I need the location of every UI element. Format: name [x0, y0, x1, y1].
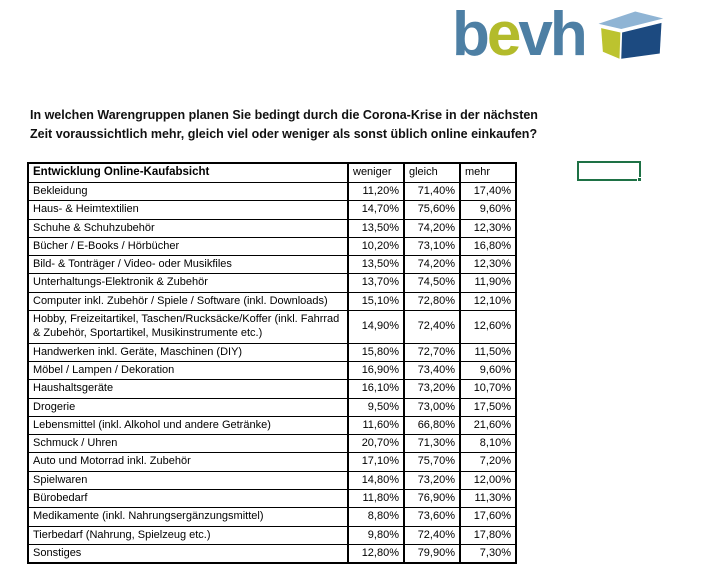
mehr-value-cell: 9,60% — [460, 361, 516, 379]
bevh-box-icon — [595, 8, 665, 69]
category-cell: Handwerken inkl. Geräte, Maschinen (DIY) — [28, 343, 348, 361]
gleich-value-cell: 73,00% — [404, 398, 460, 416]
gleich-value-cell: 73,40% — [404, 361, 460, 379]
mehr-value-cell: 16,80% — [460, 237, 516, 255]
gleich-value-cell: 73,10% — [404, 237, 460, 255]
mehr-value-cell: 12,60% — [460, 311, 516, 344]
category-cell: Bild- & Tonträger / Video- oder Musikfiles — [28, 256, 348, 274]
table-row — [28, 453, 516, 471]
weniger-value-cell: 9,80% — [348, 526, 404, 544]
gleich-value-cell: 66,80% — [404, 416, 460, 434]
category-cell: Bürobedarf — [28, 489, 348, 507]
weniger-value-cell: 13,50% — [348, 256, 404, 274]
mehr-value-cell: 17,50% — [460, 398, 516, 416]
weniger-value-cell: 16,90% — [348, 361, 404, 379]
category-cell: Hobby, Freizeitartikel, Taschen/Rucksäcke/Koffer (inkl. Fahrrad & Zubehör, Sportartikel, Musikinstrumente etc.) — [28, 311, 348, 344]
gleich-value-cell: 75,70% — [404, 453, 460, 471]
table-row — [28, 201, 516, 219]
table-row — [28, 256, 516, 274]
category-cell: Möbel / Lampen / Dekoration — [28, 361, 348, 379]
column-header-gleich: gleich — [404, 163, 460, 182]
logo-letters-vh: vh — [518, 0, 585, 69]
table-title: Entwicklung Online-Kaufabsicht — [28, 163, 348, 182]
mehr-value-cell: 17,60% — [460, 508, 516, 526]
table-row — [28, 311, 516, 344]
category-cell: Sonstiges — [28, 544, 348, 563]
mehr-value-cell: 12,10% — [460, 292, 516, 310]
gleich-value-cell: 73,20% — [404, 380, 460, 398]
mehr-value-cell: 11,90% — [460, 274, 516, 292]
table-body — [28, 182, 516, 563]
mehr-value-cell: 9,60% — [460, 201, 516, 219]
gleich-value-cell: 79,90% — [404, 544, 460, 563]
weniger-value-cell: 14,70% — [348, 201, 404, 219]
table-row — [28, 544, 516, 563]
weniger-value-cell: 11,80% — [348, 489, 404, 507]
category-cell: Bekleidung — [28, 182, 348, 200]
weniger-value-cell: 9,50% — [348, 398, 404, 416]
category-cell: Tierbedarf (Nahrung, Spielzeug etc.) — [28, 526, 348, 544]
mehr-value-cell: 11,30% — [460, 489, 516, 507]
category-cell: Lebensmittel (inkl. Alkohol und andere Getränke) — [28, 416, 348, 434]
category-cell: Medikamente (inkl. Nahrungsergänzungsmittel) — [28, 508, 348, 526]
mehr-value-cell: 10,70% — [460, 380, 516, 398]
table-header-row — [28, 163, 516, 182]
bevh-logo-text — [452, 2, 585, 67]
weniger-value-cell: 20,70% — [348, 435, 404, 453]
weniger-value-cell: 13,50% — [348, 219, 404, 237]
column-header-weniger: weniger — [348, 163, 404, 182]
category-cell: Unterhaltungs-Elektronik & Zubehör — [28, 274, 348, 292]
table-row — [28, 398, 516, 416]
logo-letter-b: b — [452, 0, 487, 69]
gleich-value-cell: 73,20% — [404, 471, 460, 489]
table-row — [28, 182, 516, 200]
mehr-value-cell: 8,10% — [460, 435, 516, 453]
mehr-value-cell: 12,00% — [460, 471, 516, 489]
gleich-value-cell: 75,60% — [404, 201, 460, 219]
bevh-logo — [452, 2, 665, 69]
table-row — [28, 471, 516, 489]
gleich-value-cell: 73,60% — [404, 508, 460, 526]
cell-fill-handle[interactable] — [637, 177, 642, 182]
gleich-value-cell: 74,50% — [404, 274, 460, 292]
weniger-value-cell: 8,80% — [348, 508, 404, 526]
mehr-value-cell: 7,20% — [460, 453, 516, 471]
selected-cell-indicator[interactable] — [577, 161, 641, 181]
weniger-value-cell: 15,10% — [348, 292, 404, 310]
category-cell: Drogerie — [28, 398, 348, 416]
weniger-value-cell: 11,60% — [348, 416, 404, 434]
table-row — [28, 380, 516, 398]
gleich-value-cell: 72,80% — [404, 292, 460, 310]
category-cell: Schmuck / Uhren — [28, 435, 348, 453]
table-row — [28, 435, 516, 453]
table-row — [28, 508, 516, 526]
table-row — [28, 489, 516, 507]
category-cell: Haushaltsgeräte — [28, 380, 348, 398]
table-row — [28, 416, 516, 434]
weniger-value-cell: 13,70% — [348, 274, 404, 292]
weniger-value-cell: 15,80% — [348, 343, 404, 361]
results-table-container — [27, 162, 516, 564]
weniger-value-cell: 16,10% — [348, 380, 404, 398]
table-row — [28, 292, 516, 310]
weniger-value-cell: 12,80% — [348, 544, 404, 563]
table-row — [28, 361, 516, 379]
gleich-value-cell: 72,40% — [404, 526, 460, 544]
gleich-value-cell: 74,20% — [404, 219, 460, 237]
gleich-value-cell: 71,40% — [404, 182, 460, 200]
mehr-value-cell: 12,30% — [460, 256, 516, 274]
gleich-value-cell: 72,70% — [404, 343, 460, 361]
table-row — [28, 343, 516, 361]
category-cell: Haus- & Heimtextilien — [28, 201, 348, 219]
gleich-value-cell: 74,20% — [404, 256, 460, 274]
table-row — [28, 237, 516, 255]
weniger-value-cell: 17,10% — [348, 453, 404, 471]
survey-question: In welchen Warengruppen planen Sie bedingt durch die Corona-Krise in der nächsten Zeit voraussichtlich mehr, gleich viel oder weniger als sonst üblich online einkaufen? — [30, 108, 538, 142]
table-row — [28, 274, 516, 292]
category-cell: Computer inkl. Zubehör / Spiele / Software (inkl. Downloads) — [28, 292, 348, 310]
mehr-value-cell: 11,50% — [460, 343, 516, 361]
gleich-value-cell: 71,30% — [404, 435, 460, 453]
mehr-value-cell: 21,60% — [460, 416, 516, 434]
mehr-value-cell: 7,30% — [460, 544, 516, 563]
table-row — [28, 219, 516, 237]
category-cell: Bücher / E-Books / Hörbücher — [28, 237, 348, 255]
gleich-value-cell: 72,40% — [404, 311, 460, 344]
category-cell: Auto und Motorrad inkl. Zubehör — [28, 453, 348, 471]
weniger-value-cell: 14,90% — [348, 311, 404, 344]
logo-letter-e: e — [486, 0, 519, 69]
results-table — [27, 162, 517, 564]
mehr-value-cell: 12,30% — [460, 219, 516, 237]
table-row — [28, 526, 516, 544]
mehr-value-cell: 17,80% — [460, 526, 516, 544]
category-cell: Schuhe & Schuhzubehör — [28, 219, 348, 237]
category-cell: Spielwaren — [28, 471, 348, 489]
mehr-value-cell: 17,40% — [460, 182, 516, 200]
column-header-mehr: mehr — [460, 163, 516, 182]
weniger-value-cell: 14,80% — [348, 471, 404, 489]
gleich-value-cell: 76,90% — [404, 489, 460, 507]
weniger-value-cell: 10,20% — [348, 237, 404, 255]
weniger-value-cell: 11,20% — [348, 182, 404, 200]
